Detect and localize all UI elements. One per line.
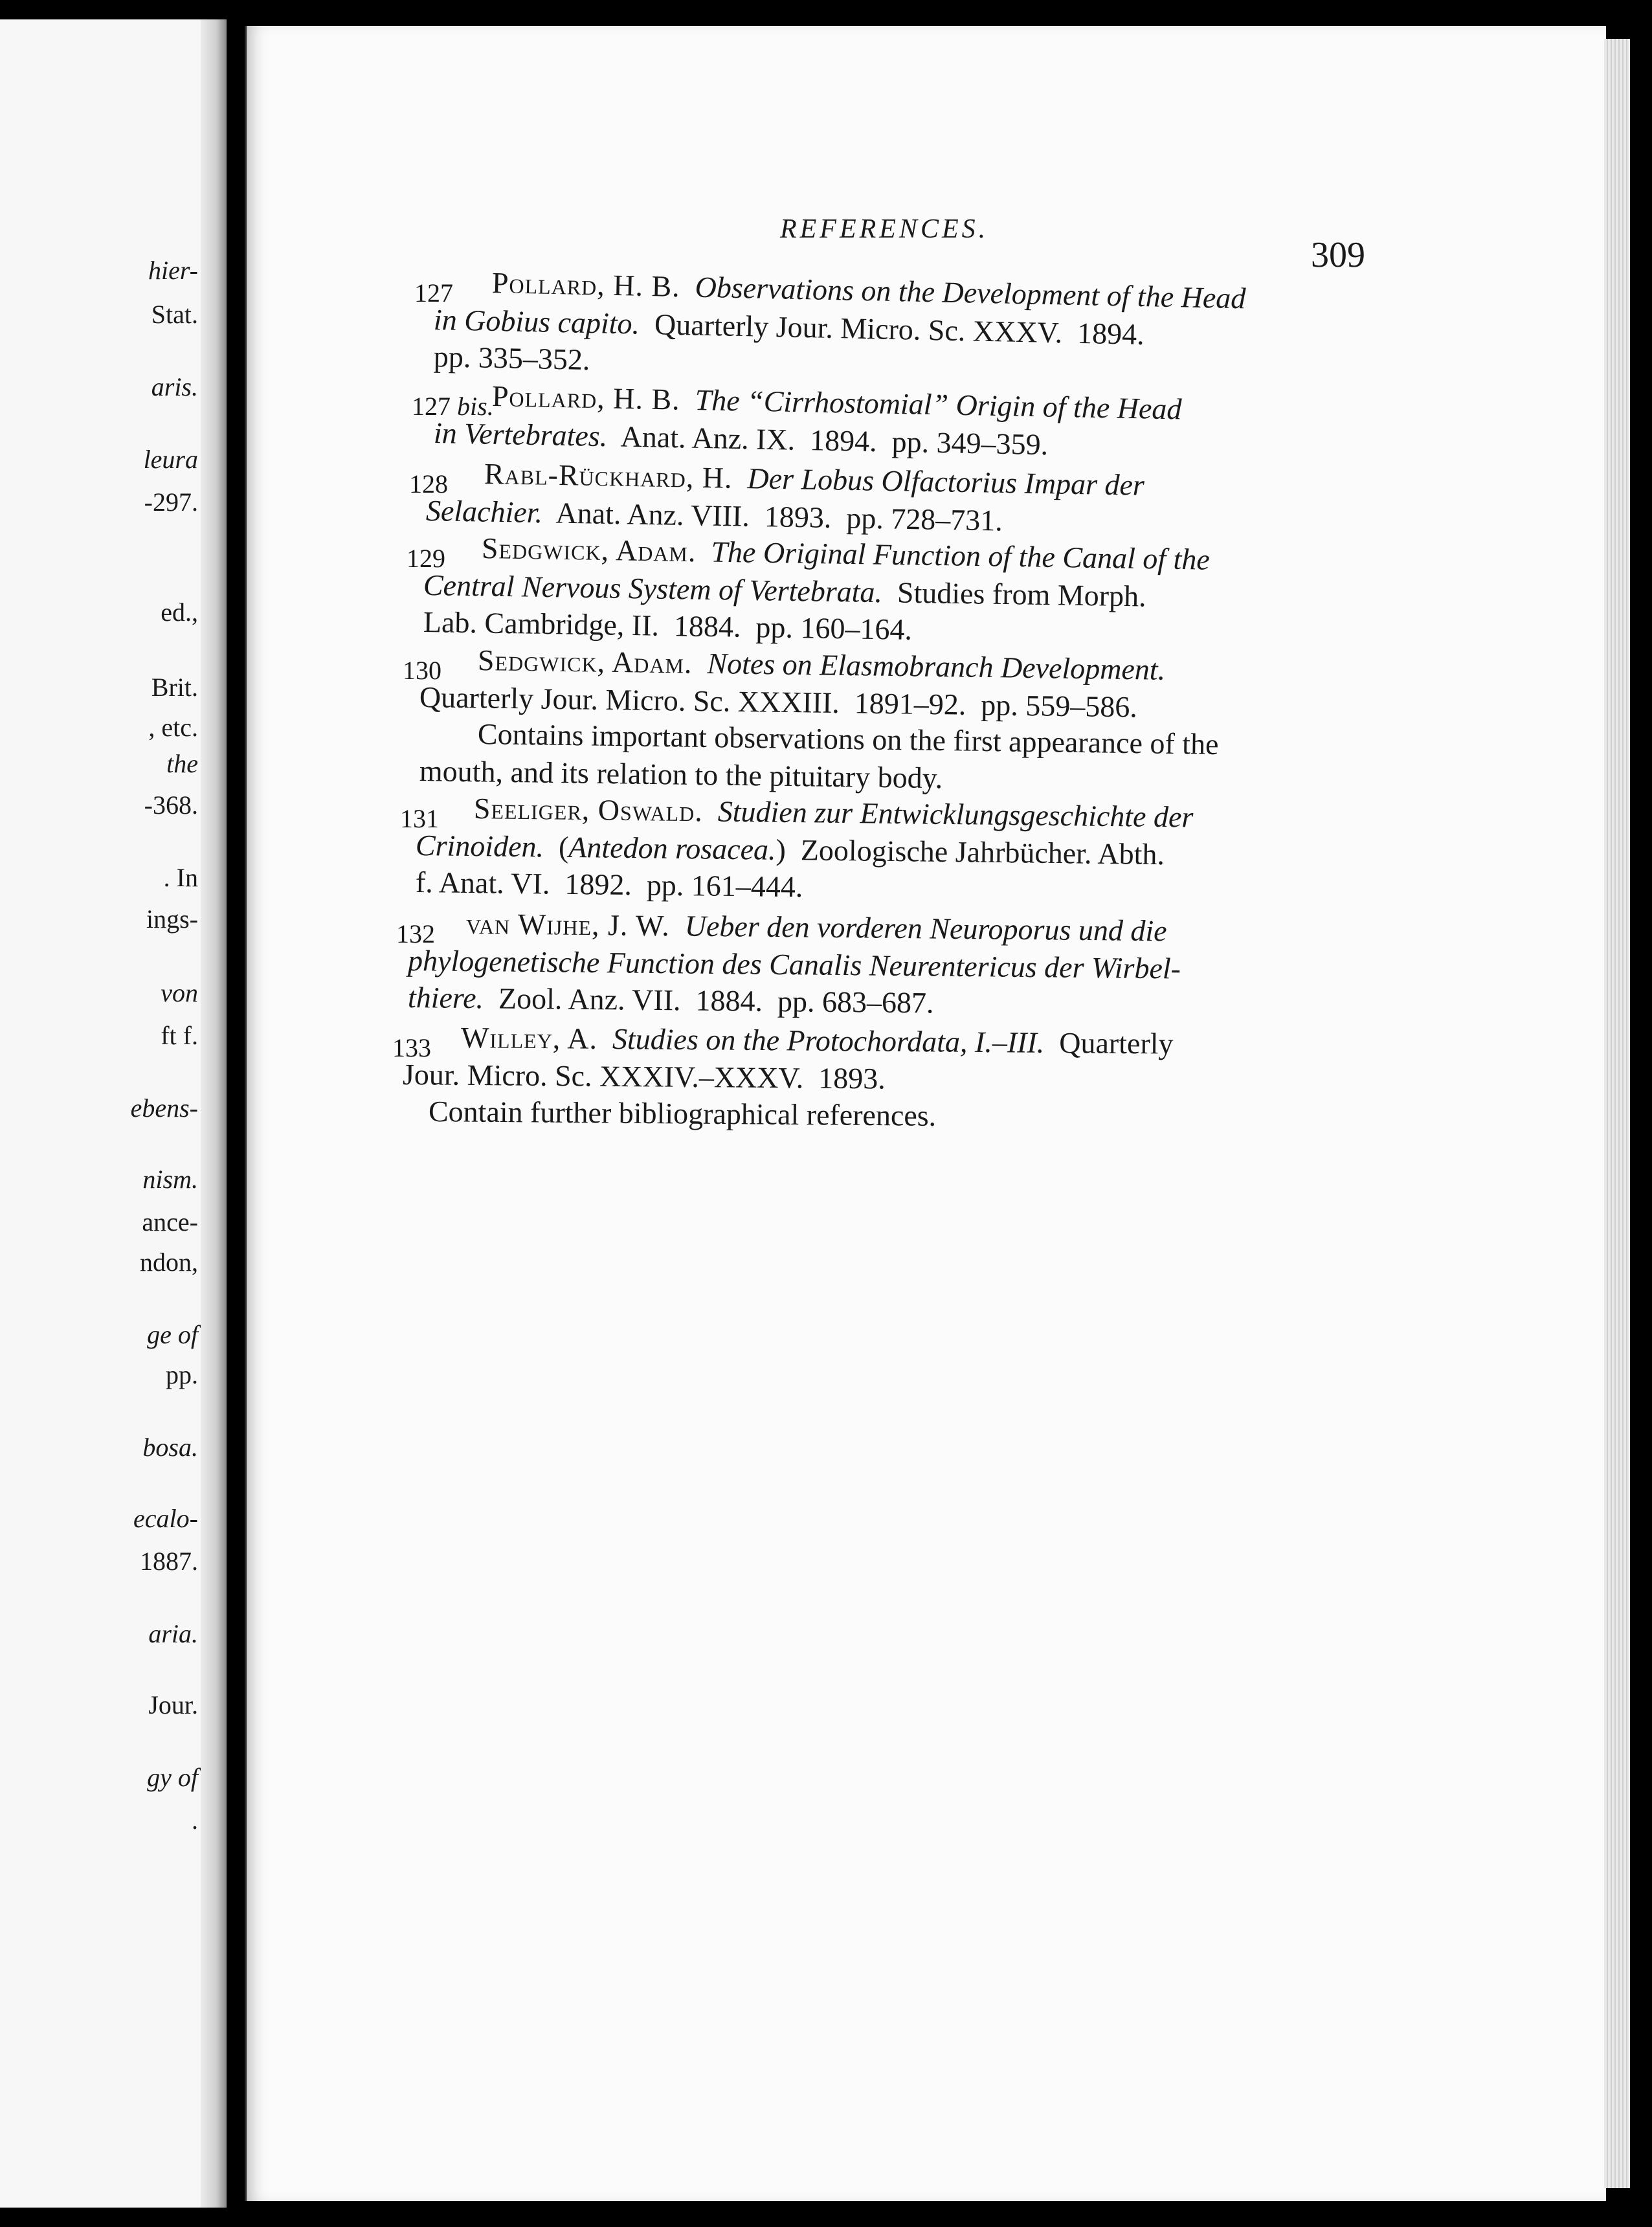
reference-title: Studies on the Protochordata, I.–III. bbox=[612, 1022, 1045, 1059]
reference-line bbox=[429, 1093, 937, 1134]
reference-text bbox=[597, 1022, 612, 1055]
left-page-fragment: aria. bbox=[148, 1619, 198, 1648]
reference-title: phylogenetische Function des Canalis Neurentericus der Wirbel- bbox=[407, 944, 1181, 985]
reference-number-text: 133 bbox=[392, 1033, 431, 1062]
left-page-fragment: pp. bbox=[166, 1360, 198, 1389]
reference-title: in Gobius capito. bbox=[433, 303, 640, 341]
left-page-fragment: ecalo- bbox=[133, 1504, 198, 1533]
reference-text: Studies from Morph. bbox=[882, 576, 1146, 613]
left-page-fragment: -297. bbox=[144, 487, 198, 517]
reference-text: Anat. Anz. VIII. 1893. pp. 728–731. bbox=[542, 496, 1003, 537]
left-page-gutter bbox=[201, 19, 227, 2208]
left-page-fragment: . In bbox=[163, 863, 198, 892]
reference-text: Anat. Anz. IX. 1894. pp. 349–359. bbox=[607, 420, 1049, 462]
left-page-fragment: Stat. bbox=[151, 300, 198, 329]
reference-text: pp. 335–352. bbox=[433, 340, 590, 377]
left-page-fragment: hier- bbox=[148, 256, 198, 285]
reference-line bbox=[466, 905, 1167, 949]
page-number: 309 bbox=[1311, 235, 1365, 275]
reference-text: ) Zoologische Jahrbücher. Abth. bbox=[776, 833, 1165, 871]
reference-title: Notes on Elasmobranch Development. bbox=[707, 646, 1166, 686]
reference-text: Lab. Cambridge, II. 1884. pp. 160–164. bbox=[423, 605, 913, 646]
reference-title: Studien zur Entwicklungsgeschichte der bbox=[717, 794, 1194, 834]
reference-number-text: 132 bbox=[396, 919, 435, 948]
reference-text: Quarterly Jour. Micro. Sc. XXXV. 1894. bbox=[639, 307, 1145, 351]
left-page-fragment: 1887. bbox=[140, 1547, 198, 1576]
left-page-fragment: ings- bbox=[146, 904, 198, 934]
left-page-fragment: Brit. bbox=[151, 673, 198, 702]
reference-text bbox=[732, 462, 748, 495]
reference-text: f. Anat. VI. 1892. pp. 161–444. bbox=[415, 866, 803, 904]
left-page-fragment: . bbox=[192, 1806, 198, 1835]
left-page-fragment: ance- bbox=[142, 1207, 198, 1237]
reference-number-text: 127 bbox=[414, 278, 453, 308]
left-page-fragment: ed., bbox=[161, 598, 198, 627]
reference-title: thiere. bbox=[407, 981, 484, 1015]
reference-number-text: 130 bbox=[403, 656, 441, 685]
reference-title: Ueber den vorderen Neuroporus und die bbox=[684, 909, 1167, 948]
reference-author: Sedgwick, Adam. bbox=[481, 532, 697, 568]
reference-text: Jour. Micro. Sc. XXXIV.–XXXV. 1893. bbox=[402, 1058, 886, 1095]
reference-text: ( bbox=[543, 830, 569, 864]
reference-title: The Original Function of the Canal of the bbox=[711, 535, 1211, 576]
reference-text: Contain further bibliographical references. bbox=[428, 1095, 937, 1132]
reference-text bbox=[692, 647, 708, 680]
left-page-fragment: ndon, bbox=[140, 1248, 198, 1277]
left-page-fragment: nism. bbox=[142, 1165, 198, 1194]
left-page-fragment: Jour. bbox=[148, 1690, 198, 1719]
reference-number-text: 129 bbox=[407, 544, 445, 573]
reference-text bbox=[702, 794, 718, 827]
reference-text: Quarterly bbox=[1044, 1025, 1174, 1060]
reference-number-text: 131 bbox=[400, 804, 439, 833]
reference-line bbox=[461, 1019, 1174, 1062]
left-page-fragment: the bbox=[166, 749, 198, 778]
reference-title: Selachier. bbox=[425, 494, 543, 530]
reference-title: in Vertebrates. bbox=[433, 416, 608, 453]
reference-author: Pollard, H. B. bbox=[491, 266, 681, 304]
reference-text: Quarterly Jour. Micro. Sc. XXXIII. 1891–92. pp. 559–586. bbox=[419, 680, 1138, 724]
reference-line bbox=[403, 1056, 886, 1097]
reference-author: Sedgwick, Adam. bbox=[477, 643, 693, 680]
reference-title: The “Cirrhostomial” Origin of the Head bbox=[695, 383, 1182, 426]
reference-text: Zool. Anz. VII. 1884. pp. 683–687. bbox=[483, 981, 934, 1020]
reference-line bbox=[408, 979, 934, 1022]
left-page-fragment: , etc. bbox=[148, 713, 198, 742]
left-page-fragment: von bbox=[161, 978, 198, 1007]
running-head: REFERENCES. bbox=[780, 214, 989, 244]
reference-title: Der Lobus Olfactorius Impar der bbox=[747, 462, 1145, 502]
reference-number-text: 128 bbox=[409, 469, 448, 498]
left-page-fragment: bosa. bbox=[142, 1433, 198, 1462]
reference-title: Antedon rosacea. bbox=[568, 830, 776, 866]
reference-title: Central Nervous System of Vertebrata. bbox=[423, 568, 883, 609]
page-edges bbox=[1604, 39, 1630, 2188]
left-page-fragment: -368. bbox=[144, 790, 198, 820]
left-facing-page bbox=[0, 19, 227, 2208]
left-page-fragment: gy of bbox=[147, 1763, 198, 1792]
reference-number-suffix: bis. bbox=[451, 392, 494, 421]
reference-text: Contains important observations on the first appearance of the bbox=[477, 717, 1219, 761]
left-page-fragment: ebens- bbox=[130, 1093, 198, 1123]
left-page-fragment: aris. bbox=[151, 372, 198, 401]
reference-text: mouth, and its relation to the pituitary body. bbox=[419, 754, 943, 795]
reference-title: Crinoiden. bbox=[415, 829, 544, 864]
reference-text bbox=[696, 535, 711, 568]
reference-author: Rabl-Rückhard, H. bbox=[484, 457, 733, 495]
reference-line bbox=[416, 864, 803, 905]
left-page-fragment: ft f. bbox=[161, 1021, 198, 1050]
reference-line bbox=[433, 338, 590, 378]
left-page-fragment: leura bbox=[143, 445, 198, 474]
reference-author: van Wijhe, J. W. bbox=[465, 907, 671, 943]
reference-author: Pollard, H. B. bbox=[491, 379, 681, 416]
left-page-fragment: ge of bbox=[147, 1320, 198, 1349]
reference-text bbox=[680, 383, 695, 416]
reference-title: Observations on the Development of the Head bbox=[695, 270, 1246, 315]
reference-author: Willey, A. bbox=[460, 1021, 598, 1055]
reference-text bbox=[670, 909, 686, 942]
reference-author: Seeliger, Oswald. bbox=[473, 792, 704, 828]
reference-text bbox=[680, 270, 695, 303]
reference-number-text: 127 bbox=[412, 392, 451, 421]
